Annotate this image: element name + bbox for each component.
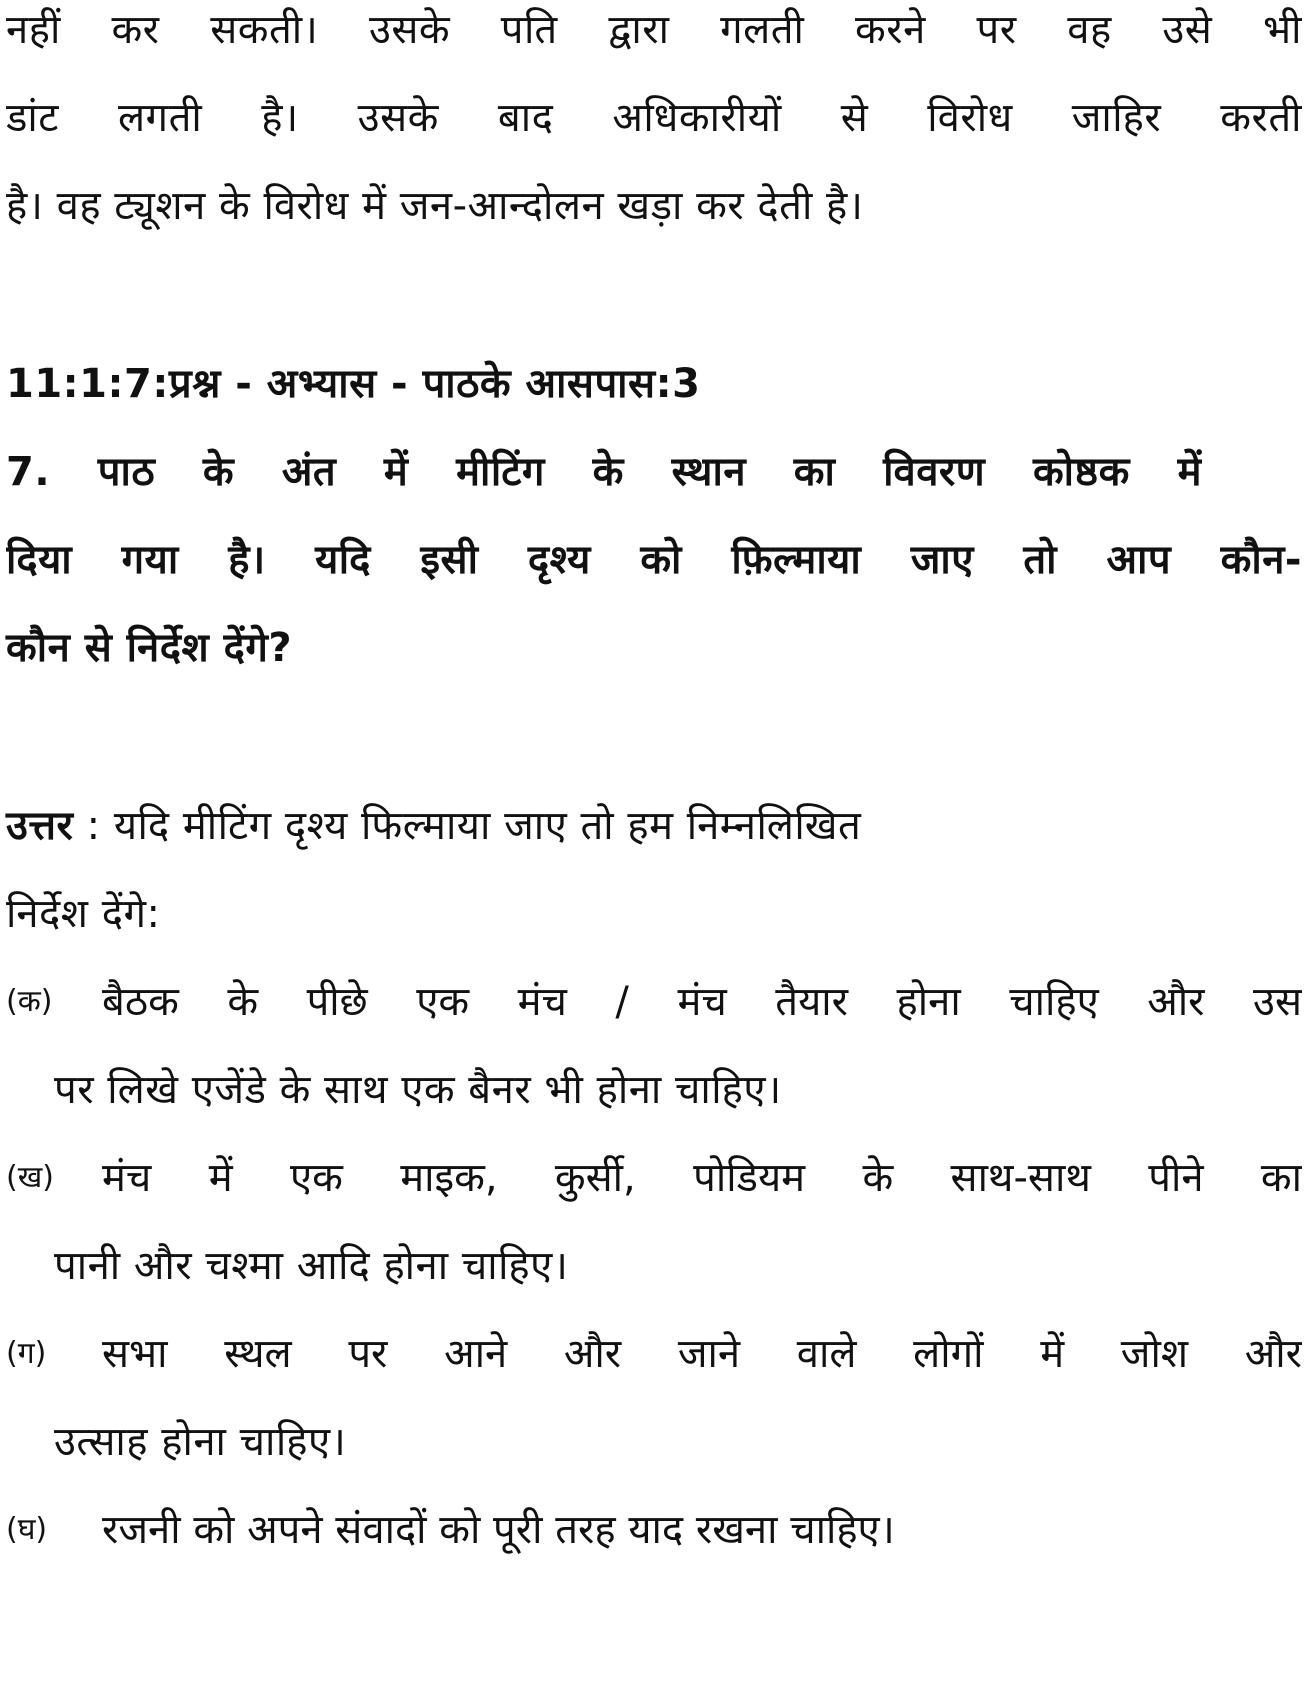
- item-continuation: पानी और चश्मा आदि होना चाहिए।: [54, 1243, 569, 1289]
- intro-line-2: डांट लगती है। उसके बाद अधिकारीयों से विरोध जाहिर करती: [6, 95, 1302, 141]
- question-line-3: कौन से निर्देश देंगे?: [6, 625, 293, 671]
- item-marker: (क): [6, 984, 53, 1019]
- question-line-2: दिया गया है। यदि इसी दृश्य को फ़िल्माया जाए तो आप कौन-: [6, 537, 1302, 583]
- intro-line-3: है। वह ट्यूशन के विरोध में जन-आन्दोलन खड़ा कर देती है।: [6, 183, 864, 229]
- item-text: सभा स्थल पर आने और जाने वाले लोगों में जोश और: [102, 1331, 1302, 1377]
- list-item: [6, 1502, 1302, 1558]
- item-marker: (ग): [6, 1336, 47, 1371]
- item-text: मंच में एक माइक, कुर्सी, पोडियम के साथ-साथ पीने का: [102, 1155, 1302, 1201]
- item-continuation: उत्साह होना चाहिए।: [54, 1419, 347, 1465]
- list-item: [6, 1150, 1302, 1206]
- answer-label: उत्तर: [6, 803, 74, 849]
- answer-line-2: निर्देश देंगे:: [6, 891, 161, 937]
- item-marker: (घ): [6, 1512, 48, 1547]
- item-text: बैठक के पीछे एक मंच / मंच तैयार होना चाहिए और उस: [102, 979, 1302, 1025]
- item-continuation: पर लिखे एजेंडे के साथ एक बैनर भी होना चाहिए।: [54, 1067, 782, 1113]
- answer-line-1: [6, 798, 861, 854]
- question-line-1: 7. पाठ के अंत में मीटिंग के स्थान का विवरण कोष्ठक में: [6, 449, 1202, 495]
- item-text: रजनी को अपने संवादों को पूरी तरह याद रखना चाहिए।: [102, 1507, 895, 1553]
- intro-line-1: नहीं कर सकती। उसके पति द्वारा गलती करने पर वह उसे भी: [6, 7, 1302, 53]
- item-marker: (ख): [6, 1160, 54, 1195]
- list-item: [6, 1326, 1302, 1382]
- answer-intro-text: : यदि मीटिंग दृश्य फिल्माया जाए तो हम निम्नलिखित: [73, 803, 862, 849]
- list-item: [6, 974, 1302, 1030]
- section-code: 11:1:7:प्रश्न - अभ्यास - पाठके आसपास:3: [6, 361, 701, 407]
